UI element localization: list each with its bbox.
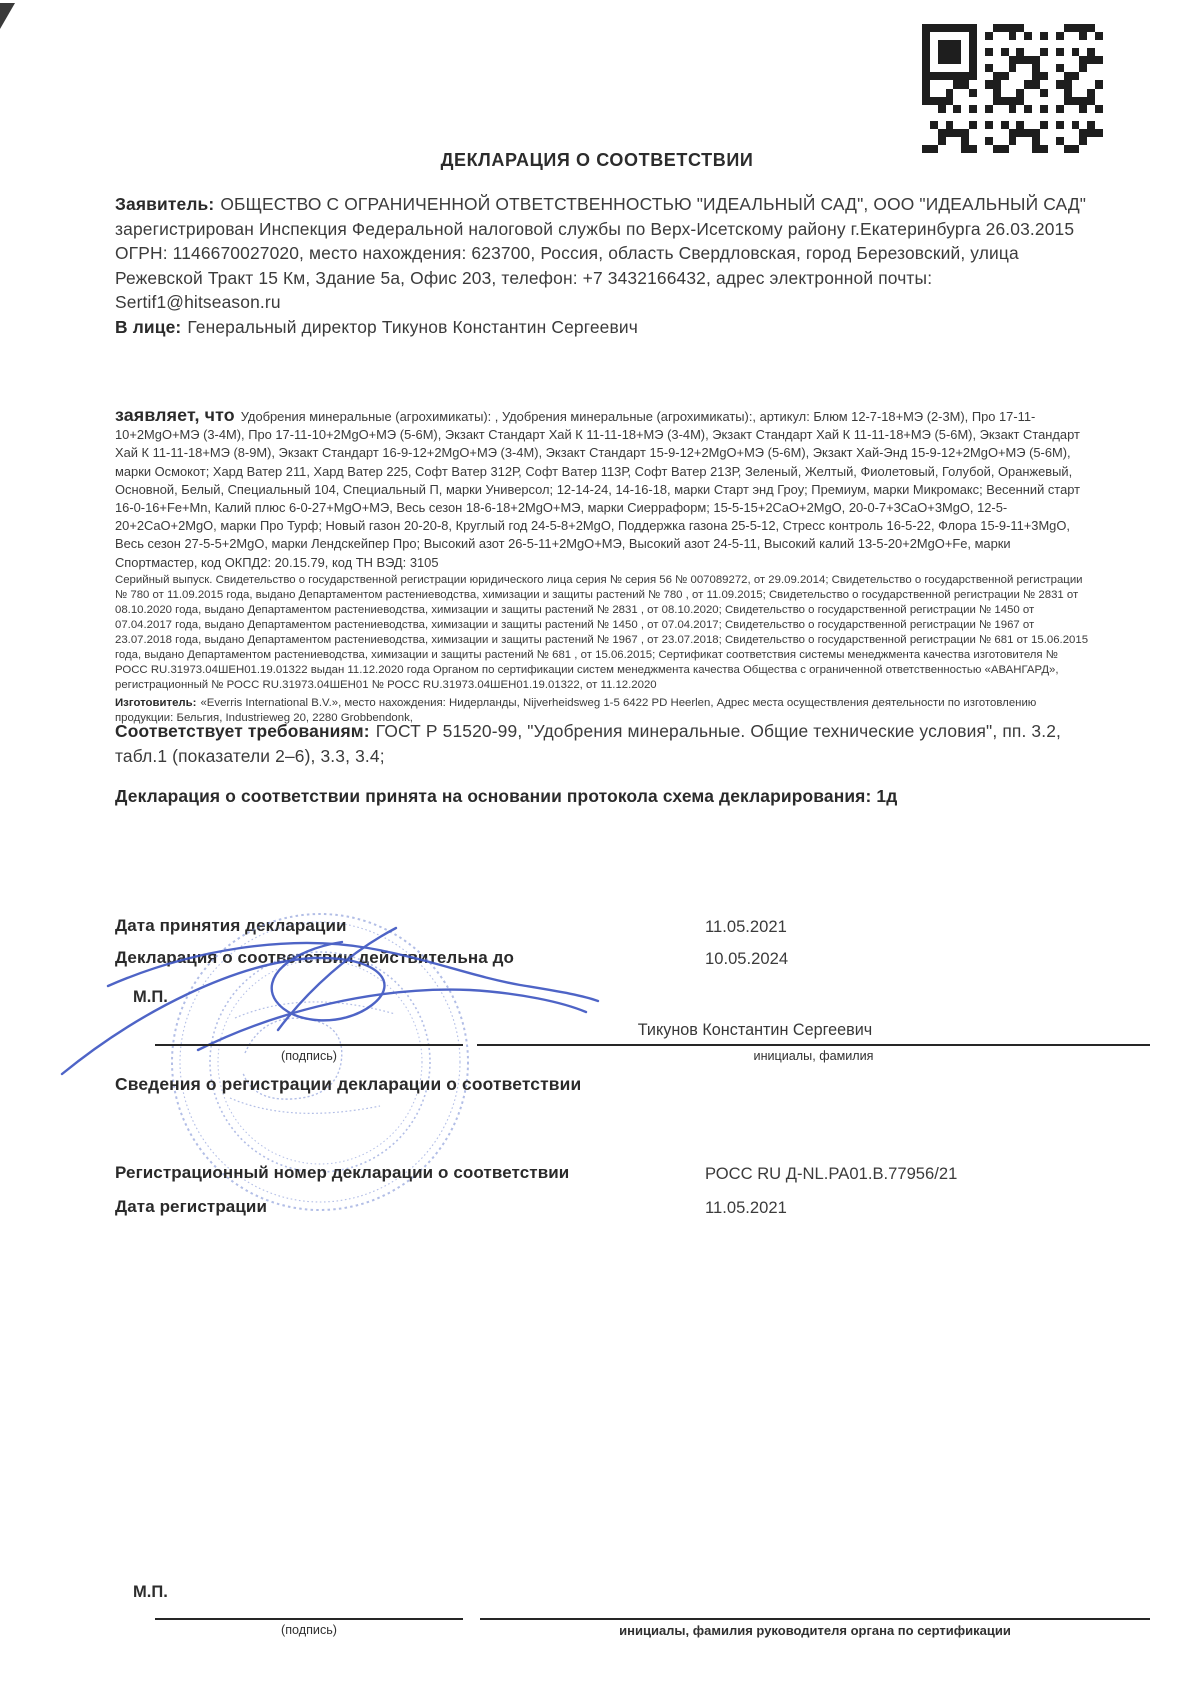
applicant-section	[115, 192, 1093, 340]
name-caption: инициалы, фамилия	[753, 1049, 874, 1063]
footer-name-line	[480, 1618, 1150, 1620]
valid-until-value: 10.05.2024	[705, 949, 789, 968]
qr-code	[922, 24, 1103, 153]
page-title: ДЕКЛАРАЦИЯ О СООТВЕТСТВИИ	[440, 150, 754, 170]
represented-by-line	[115, 315, 1093, 340]
registration-section-title: Сведения о регистрации декларации о соответствии	[115, 1074, 582, 1094]
registration-number-label: Регистрационный номер декларации о соответствии	[115, 1163, 570, 1182]
signature-caption: (подпись)	[281, 1049, 337, 1063]
applicant-details: зарегистрирован Инспекция Федеральной налоговой службы по Верх-Исетскому району г.Екатеринбурга 26.03.2015 ОГРН: 1146670027020, место нахождения: 623700, Россия, область Свердловская, город Березовский, улица Режевской Тракт 15 Км, Здание 5а, Офис 203, телефон: +7 3432166432, адрес электронной почты: Sertif1@hitseason.ru	[115, 218, 1075, 313]
footer-signature-line	[155, 1618, 463, 1620]
conforms-text: ГОСТ Р 51520-99, "Удобрения минеральные. Общие технические условия", пп. 3.2, табл.1 (показатели 2–6), 3.3, 3.4;	[115, 721, 1062, 766]
registration-date-row	[115, 1197, 1093, 1223]
adoption-date-label: Дата принятия декларации	[115, 916, 347, 935]
applicant-name: ОБЩЕСТВО С ОГРАНИЧЕННОЙ ОТВЕТСТВЕННОСТЬЮ "ИДЕАЛЬНЫЙ САД", ООО "ИДЕАЛЬНЫЙ САД"	[220, 194, 1087, 214]
adoption-date-row	[115, 916, 1093, 942]
registration-number-row	[115, 1163, 1093, 1189]
represented-by-label: В лице:	[115, 316, 182, 337]
registration-number-value: РОСС RU Д-NL.РА01.В.77956/21	[705, 1164, 958, 1183]
product-list: Удобрения минеральные (агрохимикаты): , Удобрения минеральные (агрохимикаты):, артикул: Блюм 12-7-18+МЭ (2-3М), Про 17-11-10+2MgO+МЭ (3-4М), Про 17-11-10+2MgO+МЭ (5-6М), Экзакт Стандарт Хай К 11-11-18+МЭ (3-4М), Экзакт Стандарт Хай К 11-11-18+МЭ (5-6М), Экзакт Стандарт Хай К 11-11-18+МЭ (8-9М), Экзакт Стандарт 16-9-12+2MgO+МЭ (3-4М), Экзакт Стандарт 15-9-12+2MgO+МЭ (5-6М), Экзакт Хай-Энд 15-9-12+2MgO+МЭ (5-6М), марки Осмокот; Хард Ватер 211, Хард Ватер 225, Софт Ватер 312Р, Софт Ватер 113Р, Софт Ватер 213Р, Зеленый, Желтый, Фиолетовый, Голубой, Оранжевый, Основной, Белый, Специальный 104, Специальный П, марки Универсол; 12-14-24, 14-16-18, марки Старт энд Гроу; Премиум, марки Микромакс; Весенний старт 16-0-16+Fe+Mn, Калий плюс 6-0-27+MgO+МЭ, Весь сезон 18-6-18+2MgO+МЭ, марки Сиерраформ; 15-5-15+2CaO+2MgO, 20-0-7+3CaO+3MgO, 12-5-20+2CaO+2MgO, марки Про Турф; Новый газон 20-20-8, Круглый год 24-5-8+2MgO, Поддержка газона 25-5-12, Стресс контроль 16-5-22, Флора 15-9-11+3MgO, Весь сезон 27-5-5+2MgO, марки Лендскейпер Про; Высокий азот 26-5-11+2MgO+МЭ, Высокий азот 24-5-11, Высокий калий 13-5-20+2MgO+Fe, марки Спортмастер, код ОКПД2: 20.15.79, код ТН ВЭД: 3105	[115, 409, 1081, 570]
footer-signature-caption: (подпись)	[281, 1623, 337, 1637]
adoption-date-value: 11.05.2021	[705, 917, 787, 936]
scan-corner-artifact	[0, 3, 15, 29]
name-line	[477, 1044, 1150, 1046]
declaration-statement	[115, 407, 1093, 726]
conformity-requirements	[115, 719, 1093, 768]
valid-until-label: Декларация о соответствии действительна до	[115, 948, 515, 967]
manufacturer-label: Изготовитель:	[115, 696, 197, 709]
applicant-label: Заявитель:	[115, 194, 215, 214]
applicant-name-line	[115, 192, 1093, 217]
conforms-label: Соответствует требованиям:	[115, 721, 370, 741]
registration-date-value: 11.05.2021	[705, 1198, 787, 1217]
valid-until-row	[115, 948, 1093, 974]
declaration-basis: Декларация о соответствии принята на основании протокола схема декларирования: 1д	[115, 786, 898, 806]
declares-paragraph	[115, 407, 1093, 571]
signature-line	[155, 1044, 463, 1046]
certificates-text: Серийный выпуск. Свидетельство о государственной регистрации юридического лица серия № серия 56 № 007089272, от 29.09.2014; Свидетельство о государственной регистрации № 780 от 11.09.2015 года, выдано Департаментом растениеводства, химизации и защиты растений № 780 , от 11.09.2015; Свидетельство о государственной регистрации № 2831 от 08.10.2020 года, выдано Департаментом растениеводства, химизации и защиты растений № 2831 , от 08.10.2020; Свидетельство о государственной регистрации № 1450 от 07.04.2017 года, выдано Департаментом растениеводства, химизации и защиты растений № 1450 , от 07.04.2017; Свидетельство о государственной регистрации № 1967 от 23.07.2018 года, выдано Департаментом растениеводства, химизации и защиты растений № 1967 , от 23.07.2018; Свидетельство о государственной регистрации № 681 от 15.06.2015 года, выдано Департаментом растениеводства, химизации и защиты растений № 681 , от 15.06.2015; Сертификат соответствия системы менеджмента качества изготовителя № РОСС RU.31973.04ШЕН01.19.01322 выдан 11.12.2020 года Органом по сертификации систем менеджмента качества Общества с ограниченной ответственностью «АВАНГАРД», регистрационный № РОСС RU.31973.04ШЕН01 № РОСС RU.31973.04ШЕН01.19.01322, от 11.12.2020	[115, 573, 1089, 692]
stamp-place-abbr: М.П.	[133, 988, 168, 1006]
footer-name-caption: инициалы, фамилия руководителя органа по сертификации	[619, 1623, 1011, 1638]
manufacturer-text: «Everris International B.V.», место нахождения: Нидерланды, Nijverheidsweg 1-5 6422 PD Heerlen, Адрес места осуществления деятельности по изготовлению продукции: Бельгия, Industrieweg 20, 2280 Grobbendonk,	[115, 696, 1037, 724]
registration-date-label: Дата регистрации	[115, 1197, 268, 1216]
represented-by-value: Генеральный директор Тикунов Константин Сергеевич	[187, 316, 638, 337]
declares-label: заявляет, что	[115, 405, 235, 425]
signatory-name: Тикунов Константин Сергеевич	[637, 1021, 873, 1039]
footer-stamp-place-abbr: М.П.	[133, 1583, 168, 1601]
